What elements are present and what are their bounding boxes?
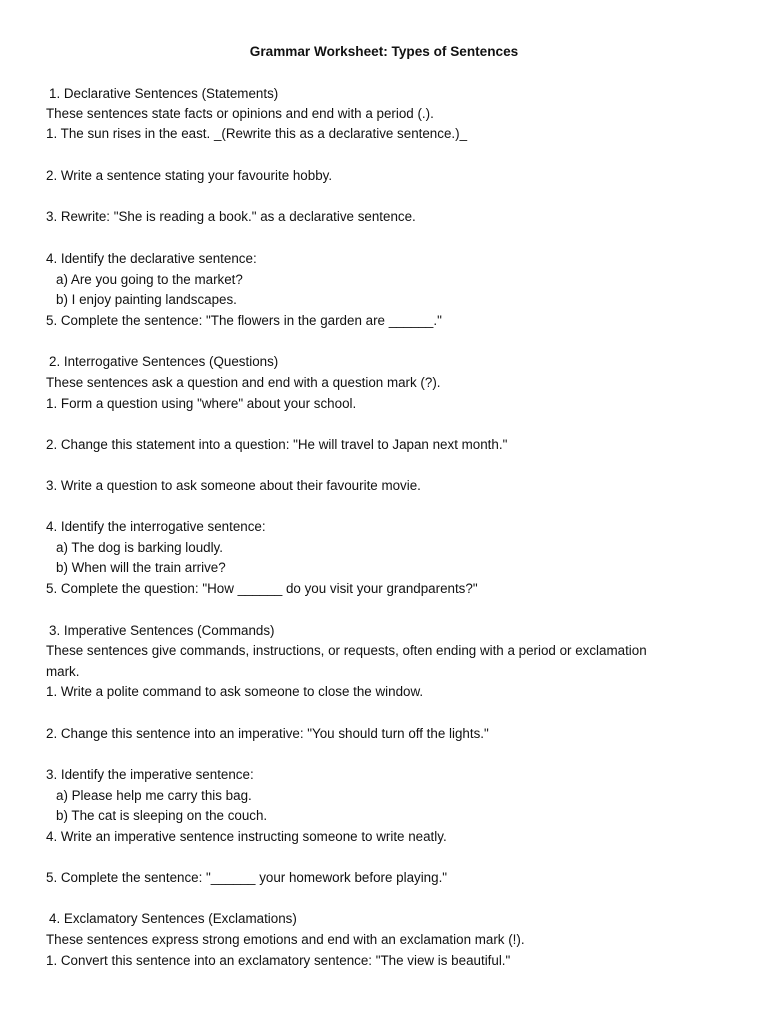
question: 4. Write an imperative sentence instructing someone to write neatly. xyxy=(46,829,447,844)
question: 1. Write a polite command to ask someone to close the window. xyxy=(46,684,424,699)
question: 3. Identify the imperative sentence: xyxy=(46,767,254,782)
page-title: Grammar Worksheet: Types of Sentences xyxy=(249,44,519,59)
section-description: These sentences express strong emotions and end with an exclamation mark (!). xyxy=(46,932,525,947)
section-heading-declarative: 1. Declarative Sentences (Statements) xyxy=(49,86,279,101)
question: 5. Complete the sentence: "______ your homework before playing." xyxy=(46,870,448,885)
question: 5. Complete the question: "How ______ do you visit your grandparents?" xyxy=(46,581,478,596)
answer-option: a) Please help me carry this bag. xyxy=(56,788,252,803)
question: 2. Change this statement into a question: "He will travel to Japan next month." xyxy=(46,437,508,452)
answer-option: b) The cat is sleeping on the couch. xyxy=(56,808,268,823)
section-heading-imperative: 3. Imperative Sentences (Commands) xyxy=(49,623,275,638)
section-description: These sentences give commands, instructions, or requests, often ending with a period or exclamation xyxy=(46,643,647,658)
question: 2. Write a sentence stating your favourite hobby. xyxy=(46,168,333,183)
section-heading-interrogative: 2. Interrogative Sentences (Questions) xyxy=(49,354,279,369)
answer-option: b) I enjoy painting landscapes. xyxy=(56,292,237,307)
question: 3. Write a question to ask someone about their favourite movie. xyxy=(46,478,421,493)
question: 5. Complete the sentence: "The flowers in the garden are ______." xyxy=(46,313,442,328)
question: 1. The sun rises in the east. _(Rewrite this as a declarative sentence.)_ xyxy=(46,126,468,141)
section-description: mark. xyxy=(46,664,80,679)
answer-option: b) When will the train arrive? xyxy=(56,560,226,575)
section-heading-exclamatory: 4. Exclamatory Sentences (Exclamations) xyxy=(49,911,297,926)
question: 4. Identify the interrogative sentence: xyxy=(46,519,266,534)
question: 1. Form a question using "where" about your school. xyxy=(46,396,357,411)
question: 3. Rewrite: "She is reading a book." as a declarative sentence. xyxy=(46,209,416,224)
section-description: These sentences ask a question and end with a question mark (?). xyxy=(46,375,441,390)
answer-option: a) The dog is barking loudly. xyxy=(56,540,223,555)
question: 2. Change this sentence into an imperative: "You should turn off the lights." xyxy=(46,726,489,741)
question: 4. Identify the declarative sentence: xyxy=(46,251,257,266)
section-description: These sentences state facts or opinions and end with a period (.). xyxy=(46,106,434,121)
question: 1. Convert this sentence into an exclamatory sentence: "The view is beautiful." xyxy=(46,953,511,968)
answer-option: a) Are you going to the market? xyxy=(56,272,243,287)
